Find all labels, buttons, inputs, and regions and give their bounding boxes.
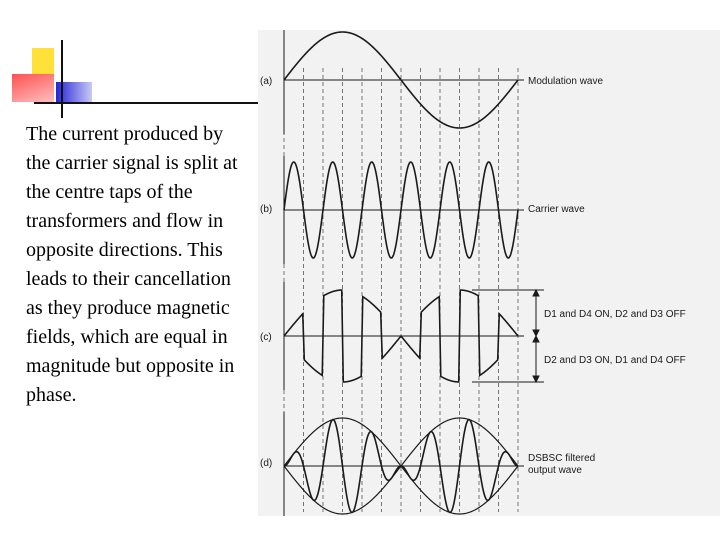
panel-b-tag: (b) [260,204,273,215]
red-square-ornament [12,74,54,102]
panel-d-tag: (d) [260,458,273,469]
diode-state-top-label: D1 and D4 ON, D2 and D3 OFF [544,309,686,320]
dsbsc-label-line2: output wave [528,465,582,476]
slide-body-text: The current produced by the carrier signal is split at the centre taps of the transformers and flow in opposite directions. This leads to their cancellation as they produce magnetic fields, which are equal in magnitude but opposite in phase. [26,123,238,406]
horizontal-rule-ornament [34,102,258,104]
panel-c-tag: (c) [260,332,272,343]
panel-a-tag: (a) [260,76,273,87]
carrier-wave-label: Carrier wave [528,204,585,215]
vertical-rule-ornament [61,40,63,118]
modulation-wave-label: Modulation wave [528,76,604,87]
diode-state-bottom-label: D2 and D3 ON, D1 and D4 OFF [544,355,686,366]
dsbsc-waveform-figure [258,30,720,516]
dsbsc-label-line1: DSBSC filtered [528,453,596,464]
figure-background [258,30,720,516]
